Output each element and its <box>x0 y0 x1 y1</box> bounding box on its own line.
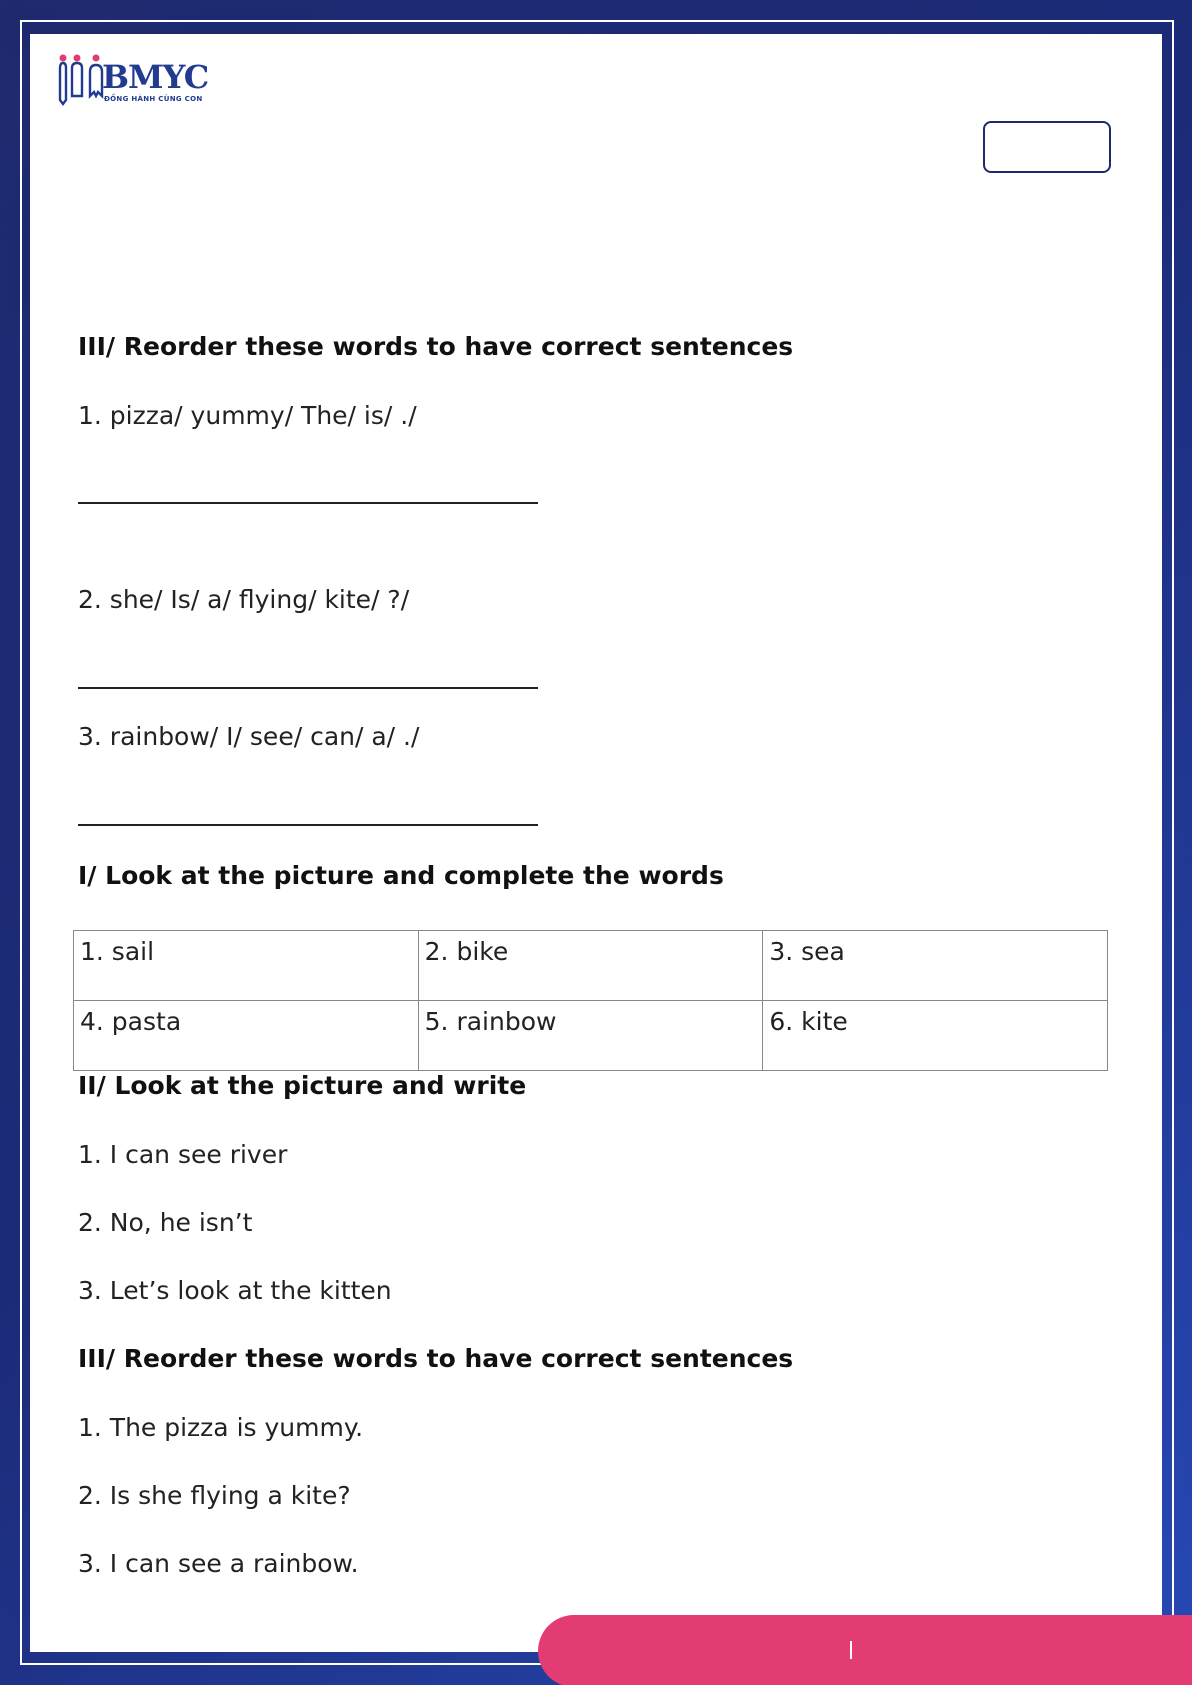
table-cell: 2. bike <box>418 931 763 1001</box>
complete-words-heading: I/ Look at the picture and complete the words <box>78 861 724 890</box>
write-answer-2: 2. No, he isn’t <box>78 1208 253 1237</box>
table-cell: 6. kite <box>763 1001 1108 1071</box>
answer-line-1 <box>78 502 538 504</box>
reorder-heading: III/ Reorder these words to have correct sentences <box>78 332 794 361</box>
footer-divider <box>850 1641 852 1659</box>
reorder-answer-3: 3. I can see a rainbow. <box>78 1549 359 1578</box>
table-cell: 5. rainbow <box>418 1001 763 1071</box>
table-cell: 3. sea <box>763 931 1108 1001</box>
brand-name: BMYC <box>102 58 209 96</box>
write-answer-1: 1. I can see river <box>78 1140 288 1169</box>
table-row <box>74 931 1108 1001</box>
footer-bar <box>538 1615 1192 1685</box>
table-cell: 4. pasta <box>74 1001 419 1071</box>
answer-line-3 <box>78 824 538 826</box>
answer-line-2 <box>78 687 538 689</box>
table-cell: 1. sail <box>74 931 419 1001</box>
table-row <box>74 1001 1108 1071</box>
reorder-answer-1: 1. The pizza is yummy. <box>78 1413 364 1442</box>
write-heading: II/ Look at the picture and write <box>78 1071 527 1100</box>
reorder-answers-heading: III/ Reorder these words to have correct sentences <box>78 1344 794 1373</box>
reorder-answer-2: 2. Is she flying a kite? <box>78 1481 351 1510</box>
reorder-question-1: 1. pizza/ yummy/ The/ is/ ./ <box>78 401 417 430</box>
reorder-question-2: 2. she/ Is/ a/ flying/ kite/ ?/ <box>78 585 410 614</box>
brand-tagline: ĐỒNG HÀNH CÙNG CON <box>104 95 203 103</box>
words-table <box>73 930 1108 1071</box>
worksheet-page <box>30 34 1162 1652</box>
write-answer-3: 3. Let’s look at the kitten <box>78 1276 392 1305</box>
score-box <box>983 121 1111 173</box>
reorder-question-3: 3. rainbow/ I/ see/ can/ a/ ./ <box>78 722 420 751</box>
